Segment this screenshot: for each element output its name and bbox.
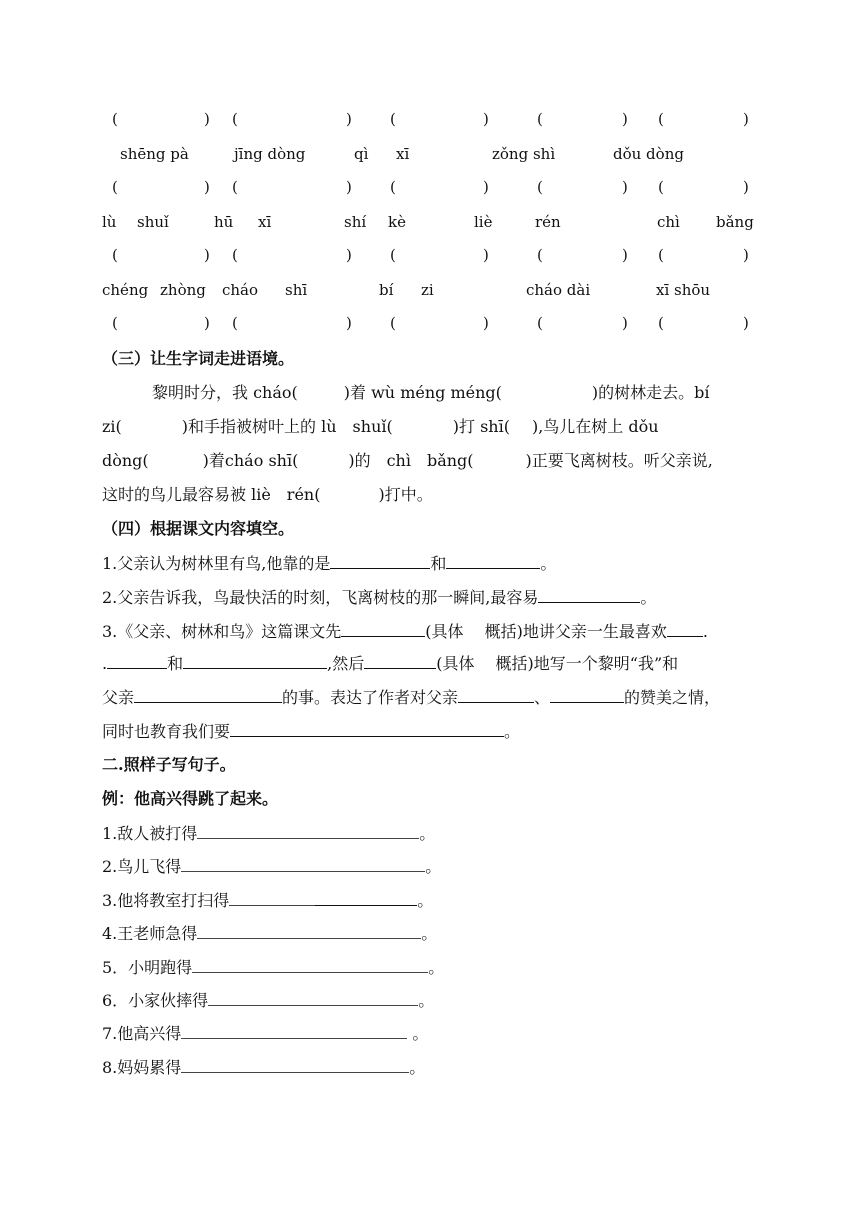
pinyin-word: hū	[214, 213, 234, 231]
pinyin-word: zhòng	[160, 281, 206, 299]
answer-blank[interactable]	[181, 1056, 409, 1073]
fill-question: 父亲 的事。表达了作者对父亲 、 的赞美之情，	[102, 688, 721, 707]
paren-close: )	[346, 178, 352, 196]
paren-close: )	[204, 110, 210, 128]
paren-open: (	[112, 178, 118, 196]
paren-close: )	[743, 314, 749, 332]
pinyin-word: cháo	[222, 281, 259, 299]
paren-open: (	[537, 178, 543, 196]
answer-blank[interactable]	[315, 889, 417, 906]
answer-blank[interactable]	[197, 922, 421, 939]
paren-open: (	[112, 246, 118, 264]
sentence-item: 5．小明跑得 。	[102, 958, 445, 977]
pinyin-row	[0, 213, 860, 235]
answer-blank[interactable]	[446, 552, 540, 569]
paren-open: (	[232, 246, 238, 264]
paren-open: (	[232, 178, 238, 196]
paren-close: )	[204, 246, 210, 264]
paren-open: (	[537, 314, 543, 332]
pinyin-word: zi	[421, 281, 434, 299]
sentence-item: 4.王老师急得 。	[102, 924, 438, 943]
paren-close: )	[204, 314, 210, 332]
paren-close: )	[622, 314, 628, 332]
pinyin-word: rén	[535, 213, 561, 231]
pinyin-row	[0, 281, 860, 303]
paren-open: (	[658, 314, 664, 332]
pinyin-word: bí	[379, 281, 394, 299]
paren-open: (	[390, 314, 396, 332]
answer-paren-row	[0, 178, 860, 200]
paragraph-line: dòng( )着cháo shī( )的 chì bǎng( )正要飞离树枝。听父亲说,	[102, 451, 713, 470]
paren-close: )	[483, 314, 489, 332]
pinyin-word: zǒng shì	[492, 145, 556, 163]
paren-close: )	[346, 314, 352, 332]
pinyin-word: shí	[344, 213, 367, 231]
fill-question: 1.父亲认为树林里有鸟,他靠的是 和 。	[102, 554, 557, 573]
pinyin-word: bǎng	[716, 213, 754, 231]
answer-blank[interactable]	[197, 822, 419, 839]
section-heading: （三）让生字词走进语境。	[102, 349, 295, 368]
paragraph-line: 这时的鸟儿最容易被 liè rén( )打中。	[102, 485, 433, 504]
paren-open: (	[390, 178, 396, 196]
sentence-item: 8.妈妈累得 。	[102, 1058, 426, 1077]
sentence-item: 2.鸟儿飞得 。	[102, 857, 442, 876]
answer-paren-row	[0, 246, 860, 268]
paren-open: (	[232, 314, 238, 332]
paren-open: (	[537, 246, 543, 264]
paren-close: )	[483, 178, 489, 196]
paren-close: )	[622, 178, 628, 196]
paren-close: )	[622, 110, 628, 128]
answer-blank[interactable]	[330, 552, 430, 569]
paren-open: (	[390, 246, 396, 264]
paragraph-line: zi( )和手指被树叶上的 lù shuǐ( )打 shī( ),鸟儿在树上 dǒu	[102, 417, 659, 436]
paren-open: (	[658, 178, 664, 196]
answer-blank[interactable]	[208, 989, 418, 1006]
example-sentence: 例：他高兴得跳了起来。	[102, 789, 279, 808]
pinyin-word: shī	[285, 281, 308, 299]
answer-paren-row	[0, 110, 860, 132]
pinyin-word: liè	[474, 213, 493, 231]
pinyin-word: xī	[258, 213, 272, 231]
answer-blank[interactable]	[341, 620, 425, 637]
fill-question: . 和 ,然后 (具体 概括)地写一个黎明“我”和	[102, 654, 679, 673]
answer-blank[interactable]	[458, 686, 534, 703]
paren-close: )	[483, 110, 489, 128]
answer-blank[interactable]	[183, 652, 327, 669]
sentence-item: 3.他将教室打扫得 。	[102, 891, 434, 910]
fill-question: 同时也教育我们要 。	[102, 722, 521, 741]
pinyin-word: chéng	[102, 281, 149, 299]
paren-open: (	[658, 110, 664, 128]
paren-open: (	[537, 110, 543, 128]
answer-blank[interactable]	[181, 1022, 407, 1039]
pinyin-word: shēng pà	[120, 145, 189, 163]
pinyin-word: shuǐ	[137, 213, 169, 231]
sentence-item: 1.敌人被打得 。	[102, 824, 436, 843]
answer-blank[interactable]	[192, 956, 428, 973]
pinyin-row	[0, 145, 860, 167]
paren-close: )	[743, 178, 749, 196]
paren-close: )	[483, 246, 489, 264]
answer-blank[interactable]	[667, 620, 703, 637]
paren-open: (	[112, 110, 118, 128]
paren-close: )	[346, 246, 352, 264]
section-heading: （四）根据课文内容填空。	[102, 519, 295, 538]
paren-close: )	[743, 110, 749, 128]
pinyin-word: jīng dòng	[234, 145, 306, 163]
fill-question: 3.《父亲、树林和鸟》这篇课文先 (具体 概括)地讲父亲一生最喜欢 .	[102, 622, 708, 641]
pinyin-word: qì	[354, 145, 369, 163]
paren-open: (	[658, 246, 664, 264]
section-heading: 二.照样子写句子。	[102, 755, 236, 774]
pinyin-word: lù	[102, 213, 117, 231]
answer-blank[interactable]	[230, 720, 504, 737]
paren-open: (	[112, 314, 118, 332]
answer-blank[interactable]	[550, 686, 624, 703]
pinyin-word: chì	[657, 213, 680, 231]
paren-close: )	[346, 110, 352, 128]
answer-blank[interactable]	[538, 586, 640, 603]
answer-blank[interactable]	[364, 652, 436, 669]
sentence-item: 6．小家伙摔得 。	[102, 991, 435, 1010]
paren-open: (	[232, 110, 238, 128]
pinyin-word: xī	[396, 145, 410, 163]
answer-blank[interactable]	[134, 686, 282, 703]
answer-blank[interactable]	[107, 652, 167, 669]
paragraph-line: 黎明时分，我 cháo( )着 wù méng méng( )的树林走去。bí	[152, 383, 710, 402]
answer-paren-row	[0, 314, 860, 336]
pinyin-word: xī shōu	[656, 281, 711, 299]
fill-question: 2.父亲告诉我，鸟最快活的时刻，飞离树枝的那一瞬间,最容易 。	[102, 588, 657, 607]
sentence-item: 7.他高兴得 。	[102, 1024, 429, 1043]
pinyin-word: dǒu dòng	[613, 145, 684, 163]
paren-close: )	[622, 246, 628, 264]
pinyin-word: kè	[388, 213, 406, 231]
paren-close: )	[204, 178, 210, 196]
answer-blank[interactable]	[229, 889, 315, 906]
answer-blank[interactable]	[181, 855, 425, 872]
paren-close: )	[743, 246, 749, 264]
paren-open: (	[390, 110, 396, 128]
pinyin-word: cháo dài	[526, 281, 591, 299]
